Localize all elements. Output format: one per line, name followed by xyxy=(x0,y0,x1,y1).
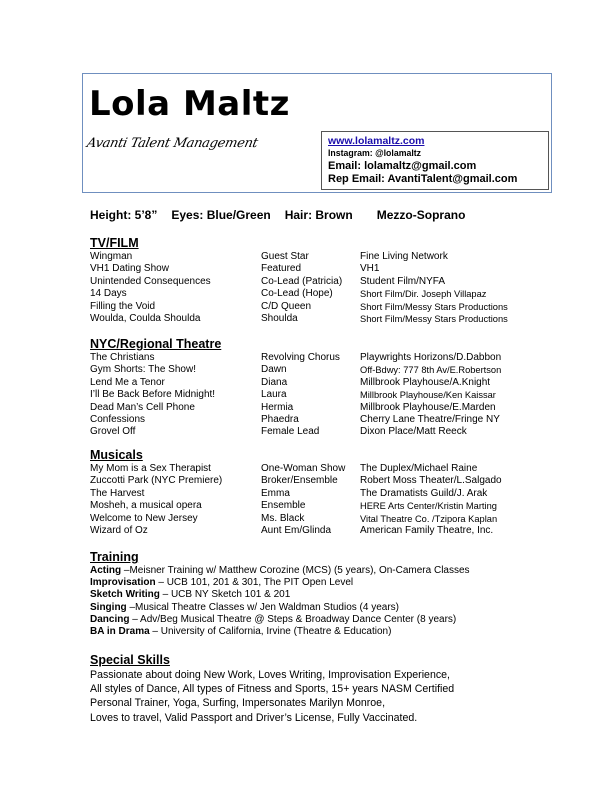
credit-role: Shoulda xyxy=(261,312,298,324)
credit-row xyxy=(90,500,497,512)
credit-role: Guest Star xyxy=(261,251,309,262)
credit-row xyxy=(90,512,498,525)
skills-line: Personal Trainer, Yoga, Surfing, Impersonates Marilyn Monroe, xyxy=(90,697,386,710)
credit-project: I’ll Be Back Before Midnight! xyxy=(90,389,216,401)
email-address: Email: lolamaltz@gmail.com xyxy=(328,160,477,172)
credit-venue: Millbrook Playhouse/E.Marden xyxy=(360,401,496,413)
credit-venue: Millbrook Playhouse/Ken Kaissar xyxy=(360,390,496,401)
credit-venue: The Dramatists Guild/J. Arak xyxy=(360,487,488,499)
credit-venue: Robert Moss Theater/L.Salgado xyxy=(360,475,502,487)
credit-row xyxy=(90,288,487,300)
credit-row xyxy=(90,401,496,414)
training-label: Acting xyxy=(90,565,122,576)
training-detail: – UCB 101, 201 & 301, The PIT Open Level xyxy=(155,577,354,589)
credit-project: Grovel Off xyxy=(90,426,136,438)
section-title: Special Skills xyxy=(90,653,170,667)
credit-role: Emma xyxy=(261,487,290,499)
credit-row xyxy=(90,389,496,401)
training-detail: – University of California, Irvine (Theatre & Education) xyxy=(149,626,392,638)
credit-project: 14 Days xyxy=(90,288,127,300)
contact-box xyxy=(321,131,549,190)
training-row xyxy=(90,589,470,601)
credit-row xyxy=(90,300,508,313)
training-row xyxy=(90,602,470,614)
training-row xyxy=(90,614,470,626)
credit-project: Confessions xyxy=(90,413,146,425)
instagram-handle: Instagram: @lolamaltz xyxy=(328,148,422,159)
credit-project: Welcome to New Jersey xyxy=(90,512,198,524)
credit-row xyxy=(90,251,448,263)
credit-venue: Off-Bdwy: 777 8th Av/E.Robertson xyxy=(360,365,502,376)
credit-role: One-Woman Show xyxy=(261,463,346,474)
tv-film-section xyxy=(90,236,508,325)
section-title: Musicals xyxy=(90,448,143,462)
height-stat: Height: 5’8” xyxy=(90,208,158,222)
credit-venue: American Family Theatre, Inc. xyxy=(360,524,494,536)
training-detail: – UCB NY Sketch 101 & 201 xyxy=(159,589,291,601)
credit-project: Filling the Void xyxy=(90,300,156,312)
credit-project: Woulda, Coulda Shoulda xyxy=(90,312,201,324)
training-label: Sketch Writing xyxy=(90,589,160,601)
rep-email-address: Rep Email: AvantiTalent@gmail.com xyxy=(328,173,518,185)
credit-row xyxy=(90,312,508,325)
credit-role: Ms. Black xyxy=(261,512,305,524)
credit-role: Featured xyxy=(261,263,302,275)
credit-project: Unintended Consequences xyxy=(90,275,211,287)
training-label: Singing xyxy=(90,601,127,613)
credit-project: Lend Me a Tenor xyxy=(90,376,165,388)
credit-project: Dead Man’s Cell Phone xyxy=(90,401,195,413)
credit-project: My Mom is a Sex Therapist xyxy=(90,463,211,474)
header-box xyxy=(82,73,552,193)
credit-venue: VH1 xyxy=(360,263,380,275)
credit-venue: Short Film/Messy Stars Productions xyxy=(360,301,508,312)
credit-venue: The Duplex/Michael Raine xyxy=(360,463,478,474)
credit-project: Mosheh, a musical opera xyxy=(90,500,202,512)
credit-row xyxy=(90,426,467,438)
musicals-section xyxy=(90,448,502,537)
credit-role: Diana xyxy=(261,376,288,388)
training-row xyxy=(90,626,470,638)
credit-role: Co-Lead (Patricia) xyxy=(261,275,343,287)
credit-row xyxy=(90,364,502,376)
training-label: Improvisation xyxy=(90,577,156,589)
eyes-stat: Eyes: Blue/Green xyxy=(171,208,271,222)
theatre-section xyxy=(90,337,502,439)
skills-line: All styles of Dance, All types of Fitness and Sports, 15+ years NASM Certified xyxy=(90,683,455,696)
credit-row xyxy=(90,463,478,475)
credit-venue: Short Film/Messy Stars Productions xyxy=(360,313,508,324)
credit-role: C/D Queen xyxy=(261,300,312,312)
credit-role: Female Lead xyxy=(261,426,320,438)
credit-role: Co-Lead (Hope) xyxy=(261,288,333,300)
credit-row xyxy=(90,352,502,364)
credit-venue: Cherry Lane Theatre/Fringe NY xyxy=(360,413,500,425)
skills-line: Loves to travel, Valid Passport and Driver’s License, Fully Vaccinated. xyxy=(90,711,418,724)
training-detail: –Meisner Training w/ Matthew Corozine (MCS) (5 years), On-Camera Classes xyxy=(121,565,470,576)
section-title: NYC/Regional Theatre xyxy=(90,337,222,351)
credit-venue: Student Film/NYFA xyxy=(360,275,446,287)
credit-project: VH1 Dating Show xyxy=(90,263,169,275)
credit-venue: Fine Living Network xyxy=(360,251,448,262)
credit-project: Zuccotti Park (NYC Premiere) xyxy=(90,475,223,487)
training-label: Dancing xyxy=(90,613,130,625)
credit-project: The Harvest xyxy=(90,487,145,499)
credit-venue: Short Film/Dir. Joseph Villapaz xyxy=(360,289,487,300)
section-title: Training xyxy=(90,550,139,564)
credit-project: The Christians xyxy=(90,352,155,363)
training-section xyxy=(90,550,470,638)
credit-row xyxy=(90,263,380,275)
credit-venue: HERE Arts Center/Kristin Marting xyxy=(360,501,497,512)
website-link[interactable]: www.lolamaltz.com xyxy=(328,135,425,147)
training-row xyxy=(90,577,470,589)
hair-stat: Hair: Brown xyxy=(284,208,353,222)
credit-role: Dawn xyxy=(261,364,287,376)
training-detail: –Musical Theatre Classes w/ Jen Waldman Studios (4 years) xyxy=(126,601,400,613)
credit-row xyxy=(90,475,502,487)
credit-role: Laura xyxy=(261,389,287,401)
credit-venue: Dixon Place/Matt Reeck xyxy=(360,426,467,438)
voice-type: Mezzo-Soprano xyxy=(376,208,466,222)
training-detail: – Adv/Beg Musical Theatre @ Steps & Broadway Dance Center (8 years) xyxy=(129,613,457,625)
credit-row xyxy=(90,376,491,389)
credit-role: Ensemble xyxy=(261,500,306,512)
credit-venue: Playwrights Horizons/D.Dabbon xyxy=(360,352,502,363)
physical-stats xyxy=(90,208,465,222)
credit-project: Wizard of Oz xyxy=(90,524,148,536)
credit-role: Hermia xyxy=(261,401,294,413)
skills-line: Passionate about doing New Work, Loves Writing, Improvisation Experience, xyxy=(90,669,450,681)
section-title: TV/FILM xyxy=(90,236,139,250)
credit-role: Broker/Ensemble xyxy=(261,475,338,487)
credit-project: Wingman xyxy=(90,251,133,262)
credit-role: Revolving Chorus xyxy=(261,352,340,363)
credit-row xyxy=(90,487,488,500)
credit-role: Aunt Em/Glinda xyxy=(261,524,332,536)
agency-name: Avanti Talent Management xyxy=(85,136,260,151)
credit-row xyxy=(90,524,494,537)
credit-venue: Vital Theatre Co. /Tzipora Kaplan xyxy=(360,513,498,524)
special-skills-section xyxy=(90,653,454,725)
credit-venue: Millbrook Playhouse/A.Knight xyxy=(360,376,491,388)
credit-row xyxy=(90,275,446,288)
training-label: BA in Drama xyxy=(90,626,150,638)
training-row xyxy=(90,565,470,577)
credit-role: Phaedra xyxy=(261,413,299,425)
performer-name: Lola Maltz xyxy=(89,84,290,124)
credit-row xyxy=(90,413,500,426)
credit-project: Gym Shorts: The Show! xyxy=(90,364,196,376)
